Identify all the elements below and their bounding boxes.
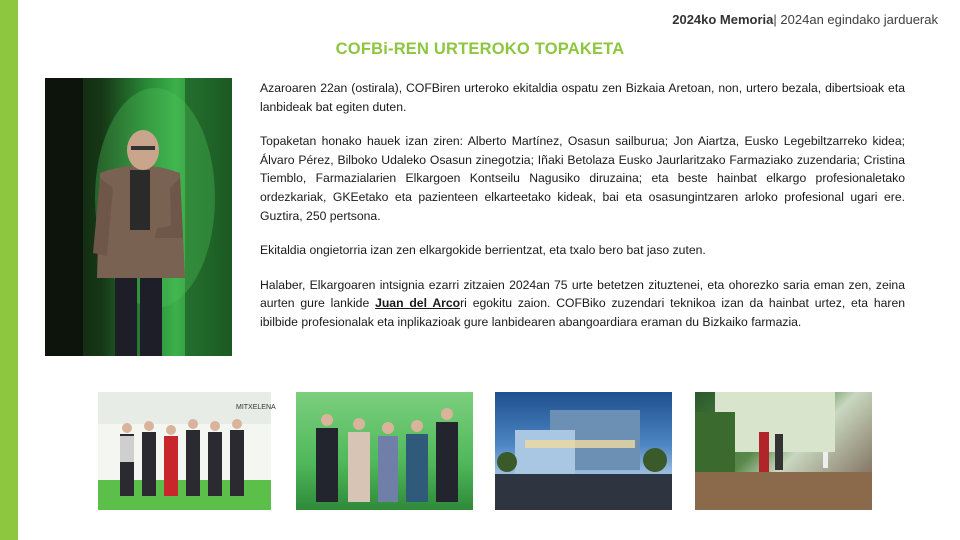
section-title: COFBi-REN URTEROKO TOPAKETA: [335, 40, 625, 58]
paragraph-4: [260, 276, 905, 332]
paragraph-4-start: Halaber, Elkargoaren intsignia ezarri zitzaien 2024an 75 urte betetzen zituztenei, eta ohorezko saria eman zen, zeina aurten gure lankide: [260, 277, 905, 311]
speaker-photo: [45, 78, 232, 356]
paragraph-1: Azaroaren 22an (ostirala), COFBiren urteroko ekitaldia ospatu zen Bizkaia Aretoan, non, urtero bezala, dibertsioak eta lanbideak bat egiten duten.: [260, 81, 905, 114]
stage-presentation-photo: [695, 392, 872, 510]
paragraph-2: Topaketan honako hauek izan ziren: Alberto Martínez, Osasun sailburua; Jon Aiartza, Eusko Legebiltzarreko kidea; Álvaro Pérez, Bilboko Udaleko Osasun zinegotzia; Iñaki Betolaza Eusko Jaurlaritzako Farmaziako zuzendaria; Cristina Tiemblo, Farmazialarien Elkargoen Kontseilu Nagusiko diruzaina; eta beste hainbat elkargo profesionaletako ordezkariak, GKEetako eta pazienteen elkarteetako kideak, bai eta osasungintzaren arloko profesional ugari ere. Guztira, 250 pertsona.: [260, 134, 905, 223]
report-title: 2024ko Memoria: [672, 12, 774, 27]
bizkaia-aretoa-building-photo: [495, 392, 672, 510]
header-separator: |: [773, 12, 777, 27]
article-body: [260, 79, 905, 348]
accent-side-bar: [0, 0, 18, 540]
award-group-photo: [296, 392, 473, 510]
group-photo-mitxelena: [98, 392, 276, 510]
page-header: [672, 12, 938, 27]
report-subtitle: 2024an egindako jarduerak: [780, 12, 938, 27]
juan-del-arco-link[interactable]: Juan del Arco: [375, 296, 461, 311]
mitxelena-sign: MITXELENA: [236, 404, 276, 411]
paragraph-4-end: ri egokitu zaion. COFBiko zuzendari teknikoa izan da hainbat urtez, eta haren ibilbide profesionalak eta inplikazioak gure lanbidearen abangoardiara eraman du Bizkaiko farmazia.: [260, 296, 905, 329]
paragraph-3: Ekitaldia ongietorria izan zen elkargokide berrientzat, eta txalo bero bat jaso zuten.: [260, 243, 706, 258]
